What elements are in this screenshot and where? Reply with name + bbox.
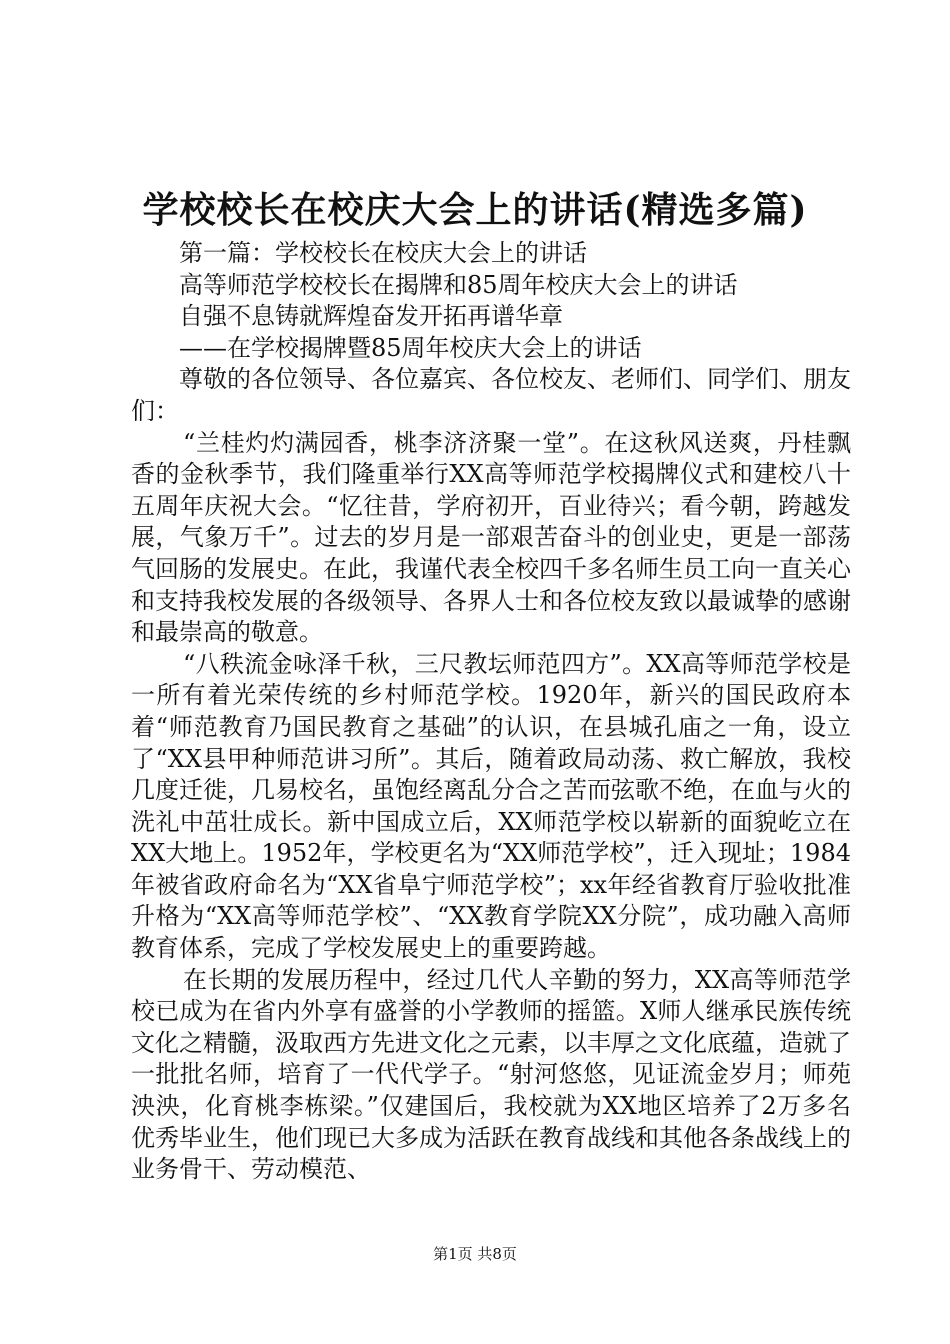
body-paragraph: 在长期的发展历程中，经过几代人辛勤的努力，XX高等师范学校已成为在省内外享有盛誉的小学教师的摇篮。X师人继承民族传统文化之精髓，汲取西方先进文化之元素，以丰厚之文化底蕴，造就了一批批名师，培育了一代代学子。“射河悠悠，见证流金岁月；师苑泱泱，化育桃李栋梁。”仅建国后，我校就为XX地区培养了2万多名优秀毕业生，他们现已大多成为活跃在教育战线和其他各条战线上的业务骨干、劳动模范、 — [131, 965, 851, 1184]
speech-subtitle: 自强不息铸就辉煌奋发开拓再谱华章 — [179, 302, 563, 331]
body-paragraph: “八秩流金咏泽千秋，三尺教坛师范四方”。XX高等师范学校是一所有着光荣传统的乡村师范学校。1920年，新兴的国民政府本着“师范教育乃国民教育之基础”的认识，在县城孔庙之一角，设立了“XX县甲种师范讲习所”。其后，随着政局动荡、救亡解放，我校几度迁徙，几易校名，虽饱经离乱分合之苦而弦歌不绝，在血与火的洗礼中茁壮成长。新中国成立后，XX师范学校以崭新的面貌屹立在XX大地上。1952年，学校更名为“XX师范学校”，迁入现址；1984年被省政府命名为“XX省阜宁师范学校”；xx年经省教育厅验收批准升格为“XX高等师范学校”、“XX教育学院XX分院”，成功融入高师教育体系，完成了学校发展史上的重要跨越。 — [131, 649, 851, 963]
section-heading: 第一篇：学校校长在校庆大会上的讲话 — [179, 239, 587, 267]
speech-title: 高等师范学校校长在揭牌和85周年校庆大会上的讲话 — [179, 270, 738, 299]
salutation: 尊敬的各位领导、各位嘉宾、各位校友、老师们、同学们、朋友们： — [131, 365, 851, 425]
page-number: 第1页 共8页 — [433, 1245, 517, 1263]
document-title: 学校校长在校庆大会上的讲话(精选多篇) — [142, 189, 808, 231]
speech-occasion: ——在学校揭牌暨85周年校庆大会上的讲话 — [179, 333, 642, 362]
body-paragraph: “兰桂灼灼满园香，桃李济济聚一堂”。在这秋风送爽，丹桂飘香的金秋季节，我们隆重举行XX高等师范学校揭牌仪式和建校八十五周年庆祝大会。“忆往昔，学府初开，百业待兴；看今朝，跨越发展，气象万千”。过去的岁月是一部艰苦奋斗的创业史，更是一部荡气回肠的发展史。在此，我谨代表全校四千多名师生员工向一直关心和支持我校发展的各级领导、各界人士和各位校友致以最诚挚的感谢和最崇高的敬意。 — [131, 428, 851, 647]
document-body — [131, 238, 851, 1186]
